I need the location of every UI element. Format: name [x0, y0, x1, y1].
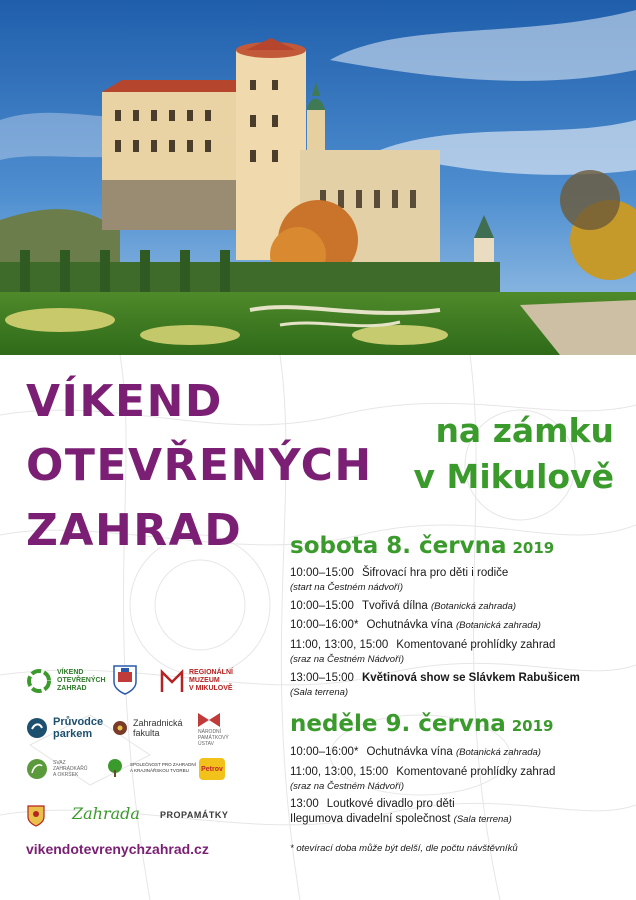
logo-npu: [198, 713, 229, 747]
logo-rmm: [160, 668, 233, 694]
town-crest-icon: [112, 662, 138, 696]
event-time: 10:00–15:00: [290, 567, 354, 579]
logo-zahrada: [72, 804, 140, 823]
event-time: 11:00, 13:00, 15:00: [290, 639, 389, 651]
event-time: 10:00–15:00: [290, 600, 354, 612]
pruvodce-text: Průvodce parkem: [53, 716, 104, 740]
logo-pruvodce-parkem: [26, 716, 103, 740]
event-location: (Botanická zahrada): [431, 601, 517, 612]
event-location: (sraz na Čestném Nádvoří): [290, 654, 405, 665]
website-link[interactable]: vikendotevrenychzahrad.cz: [26, 841, 209, 857]
logo-petrov: [199, 758, 225, 780]
pruvodce-circle-icon: [26, 717, 48, 739]
day-year: 2019: [512, 539, 555, 557]
day-label: neděle 9. června: [290, 711, 506, 737]
event-location: (sraz na Čestném Nádvoří): [290, 781, 405, 792]
zahrada-wordmark: Zahrada: [72, 804, 140, 823]
tree-icon: [105, 758, 125, 778]
logo-spolecnost-zahradni: [105, 758, 196, 778]
day-heading-sunday: [290, 713, 554, 736]
voz-circle-icon: [26, 668, 52, 694]
schedule-item: [290, 812, 630, 827]
opening-hours-footnote: * otevírací doba může být delší, dle počtu návštěvníků: [290, 843, 518, 854]
event-location: (Botanická zahrada): [455, 620, 541, 631]
logo-voz: [26, 668, 106, 694]
schedule-item: [290, 765, 630, 793]
event-time: 11:00, 13:00, 15:00: [290, 766, 389, 778]
logo-propamatky: [160, 810, 228, 820]
day-year: 2019: [511, 717, 554, 735]
day-label: sobota 8. června: [290, 533, 507, 559]
logo-small-crest: [26, 802, 46, 828]
event-text: Ochutnávka vína: [366, 619, 453, 631]
schedule-item: [290, 671, 630, 699]
logo-szz: [26, 758, 87, 780]
logo-mikulov-crest: [112, 662, 138, 696]
hero-photo-castle: [0, 0, 636, 355]
event-text: Loutkové divadlo pro děti: [326, 798, 455, 810]
event-text: Tvořivá dílna: [361, 600, 428, 612]
schedule-item: [290, 638, 630, 666]
schedule-item: [290, 745, 630, 760]
event-text: Květinová show se Slávkem Rabušicem: [361, 672, 580, 684]
event-title-line-1: VÍKEND: [26, 376, 223, 427]
event-location: (Botanická zahrada): [455, 747, 541, 758]
event-location: (Sala terrena): [453, 814, 512, 825]
szz-text: SVAZ ZAHRÁDKÁŘŮ A OKRSEK: [53, 760, 88, 778]
spz-text: SPOLEČNOST PRO ZAHRADNÍ A KRAJINÁŘSKOU TVORBU: [130, 762, 196, 773]
event-time: 10:00–16:00*: [290, 619, 359, 631]
venue-line-2: v Mikulově: [413, 457, 614, 496]
event-time: 13:00: [290, 798, 319, 810]
voz-text: VÍKEND OTEVŘENÝCH ZAHRAD: [57, 669, 106, 692]
small-crest-icon: [26, 802, 46, 828]
event-title-line-2: OTEVŘENÝCH: [26, 440, 373, 491]
event-title-line-3: ZAHRAD: [26, 505, 243, 556]
logo-zahradnicka-fakulta: [112, 718, 183, 738]
event-text: Ilegumova divadelní společnost: [290, 813, 451, 825]
event-text: Komentované prohlídky zahrad: [396, 766, 556, 778]
petrov-badge: Petrov: [199, 758, 225, 780]
flower-icon: [112, 720, 128, 736]
rmm-mark-icon: [160, 668, 184, 694]
schedule-item: [290, 797, 630, 812]
event-location: (Sala terrena): [290, 687, 349, 698]
event-time: 13:00–15:00: [290, 672, 354, 684]
schedule-item: [290, 599, 630, 614]
day-heading-saturday: [290, 535, 554, 558]
zahradnicka-text: Zahradnická fakulta: [133, 718, 183, 738]
event-text: Šifrovací hra pro děti i rodiče: [361, 567, 509, 579]
schedule-item: [290, 566, 630, 594]
propamatky-wordmark: PROPAMÁTKY: [160, 810, 229, 820]
szz-leaf-icon: [26, 758, 48, 780]
event-text: Komentované prohlídky zahrad: [396, 639, 556, 651]
event-time: 10:00–16:00*: [290, 746, 359, 758]
npu-text: NÁRODNÍ PAMÁTKOVÝ ÚSTAV: [198, 729, 229, 747]
event-text: Ochutnávka vína: [366, 746, 453, 758]
rmm-text: REGIONÁLNÍ MUZEUM V MIKULOVĚ: [189, 669, 233, 692]
npu-emblem-icon: [198, 713, 220, 727]
schedule-item: [290, 618, 630, 633]
venue-line-1: na zámku: [435, 411, 614, 450]
event-location: (start na Čestném nádvoří): [290, 582, 403, 593]
